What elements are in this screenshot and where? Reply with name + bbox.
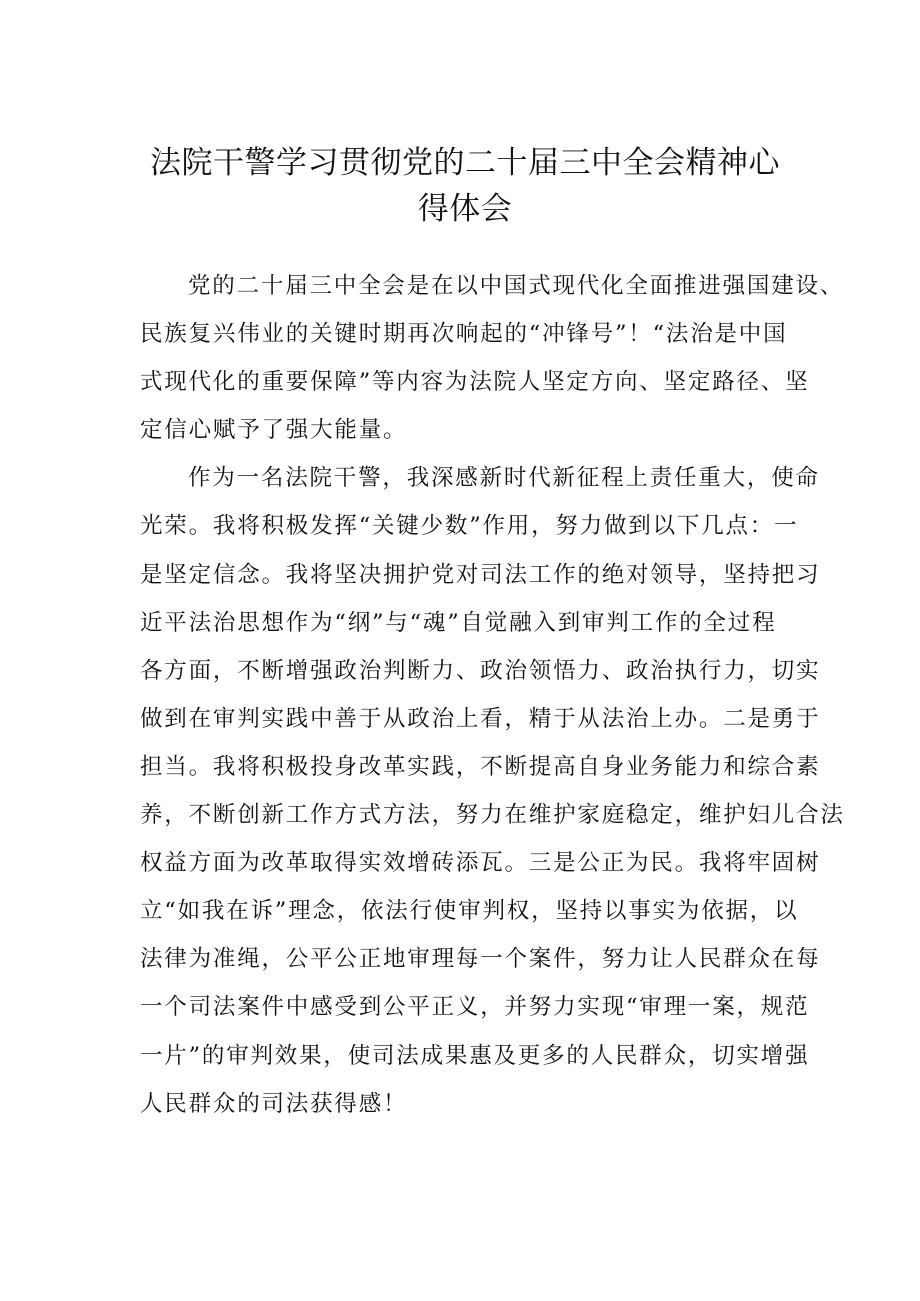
- paragraph-2-line-9: 权益方面为改革取得实效增砖添瓦。三是公正为民。我将牢固树: [140, 850, 821, 877]
- paragraph-2-line-14: 人民群众的司法获得感！: [140, 1090, 408, 1117]
- title-line-1: 法院干警学习贯彻党的二十届三中全会精神心: [150, 145, 780, 181]
- paragraph-2-line-8: 养，不断创新工作方式方法，努力在维护家庭稳定，维护妇儿合法: [140, 802, 845, 829]
- paragraph-1: [140, 262, 845, 454]
- paragraph-2-line-1: 作为一名法院干警，我深感新时代新征程上责任重大，使命: [188, 465, 820, 492]
- document-title: [140, 140, 790, 232]
- paragraph-2-line-10: 立“如我在诉”理念，依法行使审判权，坚持以事实为依据，以: [140, 898, 799, 925]
- paragraph-2-line-11: 法律为准绳，公平公正地审理每一个案件，努力让人民群众在每: [140, 946, 821, 973]
- paragraph-1-line-2: 民族复兴伟业的关键时期再次响起的“冲锋号”！“法治是中国: [140, 321, 788, 348]
- paragraph-2-line-5: 各方面，不断增强政治判断力、政治领悟力、政治执行力，切实: [140, 657, 821, 684]
- paragraph-2: [140, 454, 845, 1127]
- paragraph-1-line-1: 党的二十届三中全会是在以中国式现代化全面推进强国建设、: [188, 273, 845, 299]
- paragraph-2-line-12: 一个司法案件中感受到公平正义，并努力实现“审理一案，规范: [140, 994, 810, 1021]
- paragraph-2-line-6: 做到在审判实践中善于从政治上看，精于从法治上办。二是勇于: [140, 705, 821, 732]
- paragraph-1-line-4: 定信心赋予了强大能量。: [140, 417, 408, 444]
- document-body: [140, 262, 845, 1128]
- paragraph-2-line-7: 担当。我将积极投身改革实践，不断提高自身业务能力和综合素: [140, 753, 821, 780]
- paragraph-2-line-3: 是坚定信念。我将坚决拥护党对司法工作的绝对领导，坚持把习: [140, 561, 821, 588]
- paragraph-1-line-3: 式现代化的重要保障”等内容为法院人坚定方向、坚定路径、坚: [140, 369, 810, 396]
- title-line-2: 得体会: [417, 191, 513, 227]
- paragraph-2-line-4: 近平法治思想作为“纲”与“魂”自觉融入到审判工作的全过程: [140, 609, 777, 636]
- paragraph-2-line-13: 一片”的审判效果，使司法成果惠及更多的人民群众，切实增强: [140, 1042, 810, 1069]
- paragraph-2-line-2: 光荣。我将积极发挥“关键少数”作用，努力做到以下几点：一: [140, 513, 799, 540]
